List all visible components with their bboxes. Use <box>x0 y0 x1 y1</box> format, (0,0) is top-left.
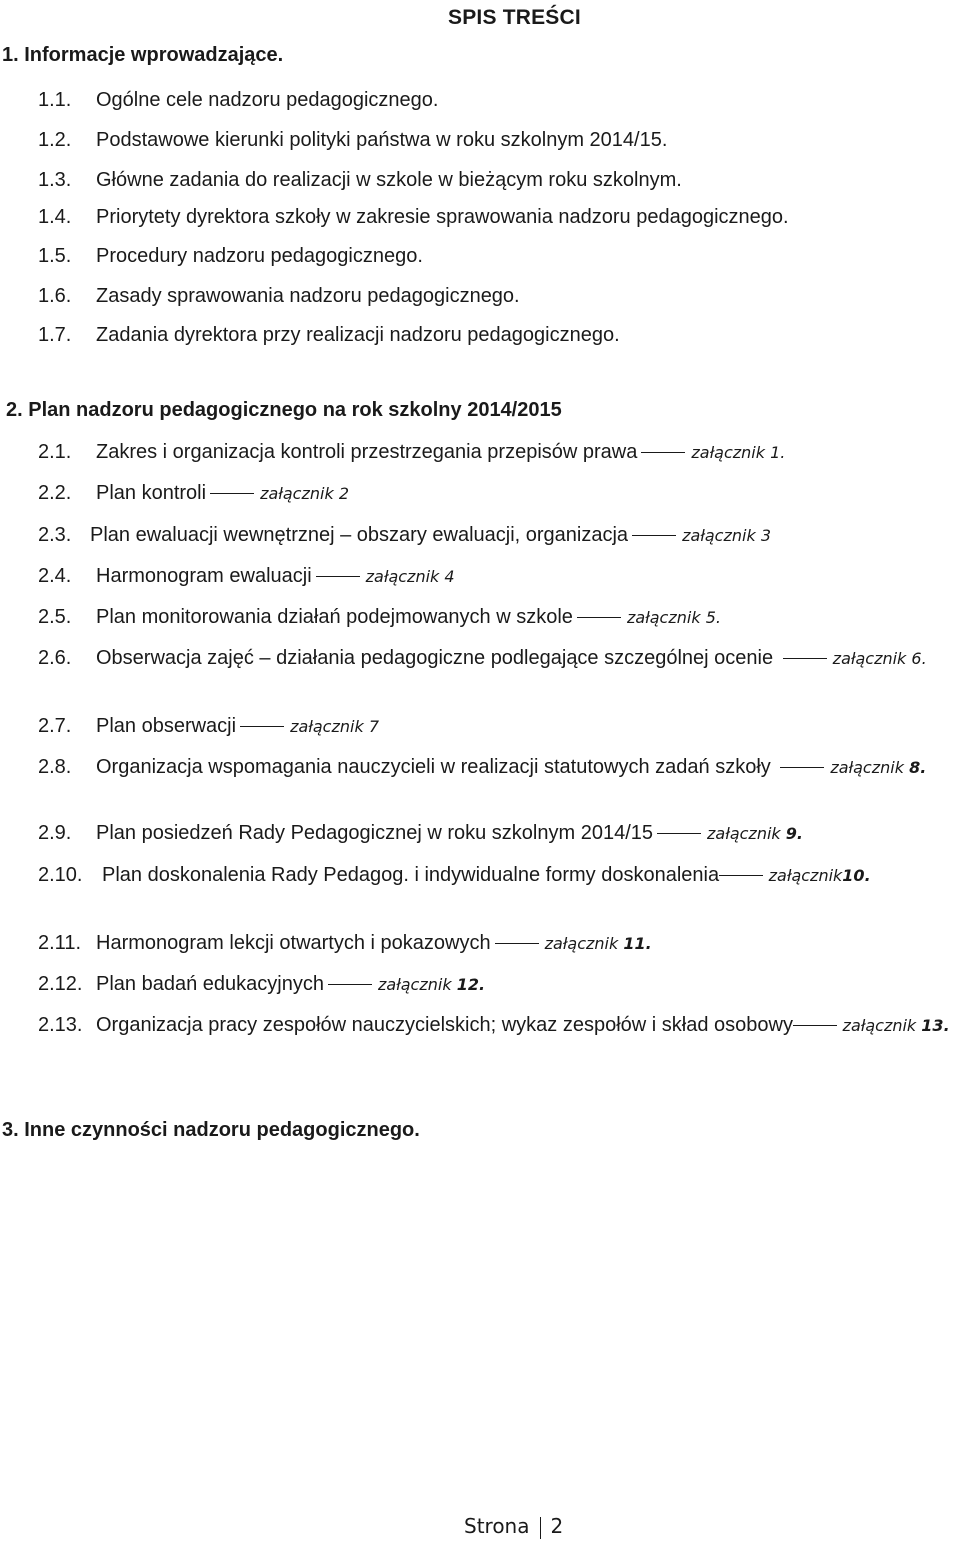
dash-separator <box>719 875 763 876</box>
toc-item-number: 1.4. <box>38 206 72 228</box>
toc-item-text: Zadania dyrektora przy realizacji nadzoru pedagogicznego. <box>96 324 620 346</box>
attachment-ref <box>769 866 871 885</box>
toc-item-text: Priorytety dyrektora szkoły w zakresie sprawowania nadzoru pedagogicznego. <box>96 206 789 228</box>
toc-item-text: Organizacja wspomagania nauczycieli w realizacji statutowych zadań szkoły <box>96 756 771 778</box>
attachment-ref <box>682 526 771 545</box>
toc-item-number: 2.1. <box>38 441 72 463</box>
dash-separator <box>240 726 284 727</box>
toc-item-number: 2.12. <box>38 973 83 995</box>
dash-separator <box>495 943 539 944</box>
footer-label: Strona <box>464 1514 530 1538</box>
attachment-label: załącznik <box>290 717 364 736</box>
attachment-ref <box>260 484 349 503</box>
attachment-label: załącznik <box>260 484 334 503</box>
dash-separator <box>641 452 685 453</box>
toc-item-text: Ogólne cele nadzoru pedagogicznego. <box>96 89 439 111</box>
toc-item-text: Harmonogram lekcji otwartych i pokazowych <box>96 932 491 954</box>
dash-separator <box>316 576 360 577</box>
attachment-number: 2 <box>338 484 349 503</box>
attachment-ref <box>843 1016 950 1035</box>
toc-item-number: 2.6. <box>38 647 72 669</box>
toc-item-text: Plan doskonalenia Rady Pedagog. i indywidualne formy doskonalenia <box>102 864 720 886</box>
attachment-label: załącznik <box>365 567 440 586</box>
attachment-ref <box>545 934 652 953</box>
toc-item-text: Plan posiedzeń Rady Pedagogicznej w roku szkolnym 2014/15 <box>96 822 654 844</box>
toc-item-number: 1.1. <box>38 89 72 111</box>
toc-item-text: Plan kontroli <box>96 482 207 504</box>
toc-item-1-2[interactable] <box>38 126 955 154</box>
attachment-label: załącznik <box>691 443 766 462</box>
toc-item-2-8[interactable] <box>38 753 955 782</box>
attachment-label: załącznik <box>377 975 452 994</box>
toc-item-number: 1.6. <box>38 285 72 307</box>
toc-item-2-4[interactable] <box>38 562 955 591</box>
toc-item-text: Organizacja pracy zespołów nauczycielskich; wykaz zespołów i skład osobowy <box>96 1014 793 1036</box>
page-number: 2 <box>550 1514 564 1538</box>
toc-item-1-3[interactable] <box>38 166 955 194</box>
toc-item-text: Plan ewaluacji wewnętrznej – obszary ewaluacji, organizacja <box>90 524 629 546</box>
section-2-heading: 2. Plan nadzoru pedagogicznego na rok szkolny 2014/2015 <box>6 399 562 421</box>
attachment-number: 13. <box>921 1016 950 1035</box>
toc-item-number: 2.9. <box>38 822 72 844</box>
toc-item-2-6[interactable] <box>38 644 955 673</box>
attachment-ref <box>691 443 785 462</box>
attachment-ref <box>830 758 926 777</box>
toc-item-2-3[interactable] <box>38 521 955 550</box>
attachment-ref <box>290 717 379 736</box>
toc-item-text: Główne zadania do realizacji w szkole w bieżącym roku szkolnym. <box>96 169 682 191</box>
toc-item-1-1[interactable] <box>38 86 955 114</box>
toc-item-text: Zasady sprawowania nadzoru pedagogicznego. <box>96 285 520 307</box>
toc-item-text: Procedury nadzoru pedagogicznego. <box>96 245 423 267</box>
attachment-number: 1. <box>770 443 786 462</box>
attachment-number: 6. <box>911 649 927 668</box>
toc-item-number: 2.11. <box>38 932 81 954</box>
toc-item-text: Podstawowe kierunki polityki państwa w roku szkolnym 2014/15. <box>96 129 668 151</box>
dash-separator <box>328 984 372 985</box>
toc-item-number: 2.8. <box>38 756 72 778</box>
footer-separator <box>540 1517 541 1539</box>
toc-item-2-11[interactable] <box>38 929 955 958</box>
page-footer <box>464 1514 563 1539</box>
toc-item-1-5[interactable] <box>38 242 955 270</box>
toc-item-2-5[interactable] <box>38 603 955 632</box>
toc-item-number: 2.2. <box>38 482 72 504</box>
toc-item-2-9[interactable] <box>38 819 955 848</box>
attachment-ref <box>707 824 803 843</box>
dash-separator <box>793 1025 837 1026</box>
dash-separator <box>210 493 254 494</box>
attachment-label: załącznik <box>842 1016 917 1035</box>
attachment-number: 3 <box>760 526 771 545</box>
toc-item-number: 2.4. <box>38 565 72 587</box>
attachment-number: 7 <box>368 717 380 736</box>
attachment-label: załącznik <box>682 526 756 545</box>
toc-item-number: 2.3. <box>38 524 72 546</box>
attachment-label: załącznik <box>832 649 907 668</box>
dash-separator <box>783 658 827 659</box>
toc-item-2-13[interactable] <box>38 1011 955 1040</box>
dash-separator <box>780 767 824 768</box>
toc-item-number: 2.7. <box>38 715 72 737</box>
toc-item-number: 1.3. <box>38 169 72 191</box>
toc-item-text: Plan monitorowania działań podejmowanych w szkole <box>96 606 573 628</box>
attachment-label: załącznik <box>544 934 619 953</box>
attachment-number: 9. <box>785 824 803 843</box>
toc-item-number: 2.10. <box>38 864 83 886</box>
toc-item-1-7[interactable] <box>38 321 955 349</box>
toc-item-text: Obserwacja zajęć – działania pedagogiczne podlegające szczególnej ocenie <box>96 647 774 669</box>
toc-item-number: 1.5. <box>38 245 72 267</box>
attachment-number: 10. <box>842 866 871 885</box>
section-1-heading: 1. Informacje wprowadzające. <box>2 44 284 66</box>
toc-item-number: 2.13. <box>38 1014 83 1036</box>
attachment-ref <box>366 567 455 586</box>
attachment-number: 4 <box>444 567 455 586</box>
toc-item-text: Zakres i organizacja kontroli przestrzegania przepisów prawa <box>96 441 638 463</box>
attachment-number: 12. <box>456 975 486 994</box>
attachment-number: 5. <box>705 608 721 627</box>
toc-item-2-2[interactable] <box>38 479 955 508</box>
toc-item-2-1[interactable] <box>38 438 955 467</box>
dash-separator <box>632 535 676 536</box>
toc-item-1-6[interactable] <box>38 282 955 310</box>
attachment-number: 8. <box>909 758 927 777</box>
dash-separator <box>577 617 621 618</box>
attachment-label: załącznik <box>626 608 701 627</box>
toc-item-text: Harmonogram ewaluacji <box>96 565 312 587</box>
toc-item-number: 1.7. <box>38 324 72 346</box>
attachment-ref <box>378 975 485 994</box>
toc-item-2-10[interactable] <box>38 861 955 890</box>
toc-item-text: Plan badań edukacyjnych <box>96 973 324 995</box>
toc-item-2-12[interactable] <box>38 970 955 999</box>
attachment-ref <box>833 649 927 668</box>
attachment-label: załącznik <box>768 866 843 885</box>
attachment-ref <box>627 608 721 627</box>
toc-item-text: Plan obserwacji <box>96 715 237 737</box>
attachment-number: 11. <box>623 934 652 953</box>
dash-separator <box>657 833 701 834</box>
attachment-label: załącznik <box>707 824 781 843</box>
section-3-heading: 3. Inne czynności nadzoru pedagogicznego. <box>2 1119 420 1141</box>
toc-item-1-4[interactable] <box>38 203 955 231</box>
attachment-label: załącznik <box>830 758 904 777</box>
toc-item-number: 1.2. <box>38 129 72 151</box>
toc-item-number: 2.5. <box>38 606 72 628</box>
toc-item-2-7[interactable] <box>38 712 955 741</box>
page-title: SPIS TREŚCI <box>448 6 581 29</box>
